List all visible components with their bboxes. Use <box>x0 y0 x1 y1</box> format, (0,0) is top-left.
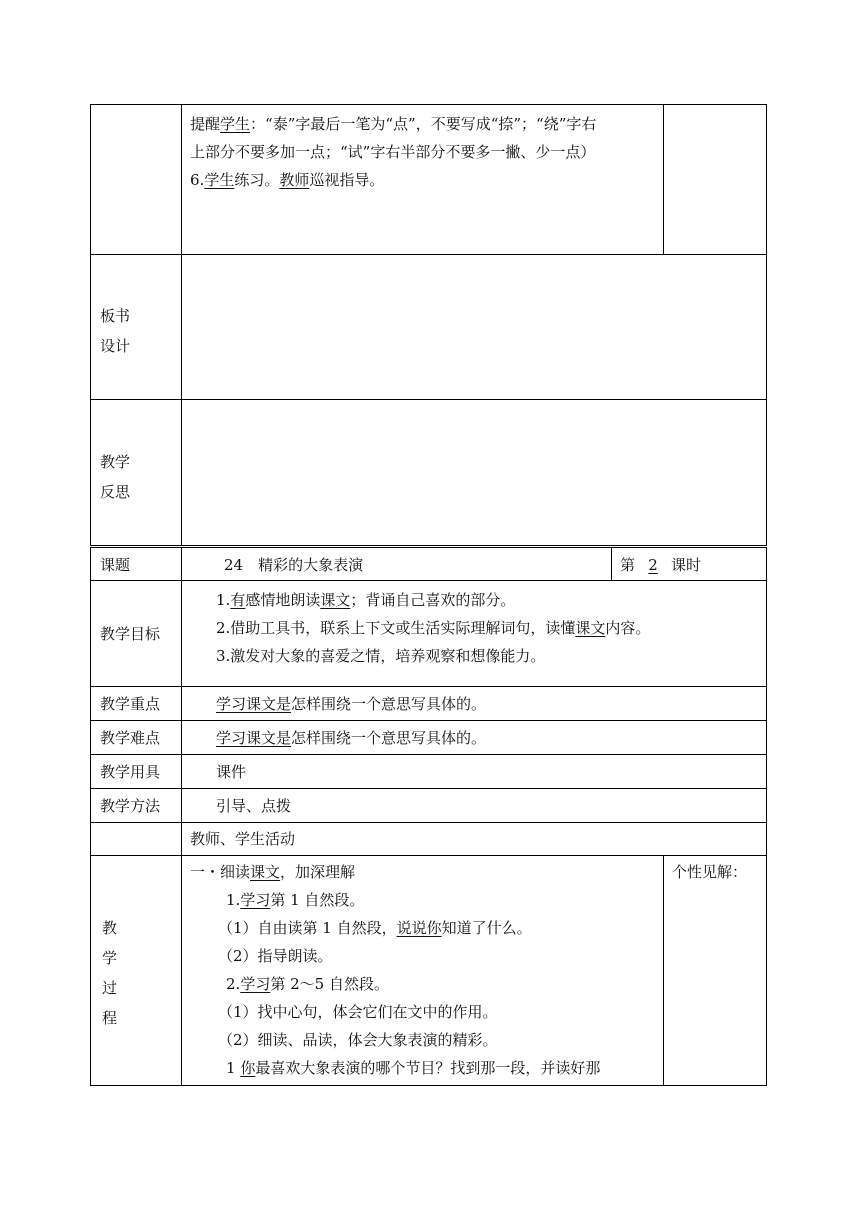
process-label-3: 过 <box>102 979 118 997</box>
tools-text: 课件 <box>216 763 247 781</box>
key-points-text <box>216 694 486 714</box>
continuation-line-2 <box>190 142 595 162</box>
personal-insight-label: 个性见解： <box>672 863 748 881</box>
reflection-label-2: 反思 <box>100 483 131 501</box>
lesson-period <box>620 555 701 575</box>
continuation-line-1 <box>190 114 596 134</box>
text-segment: 怎样围绕一个意思写具体的。 <box>291 729 487 747</box>
period-suffix: 课时 <box>671 556 702 574</box>
text-segment: 2.借助工具书，联系上下文或生活实际理解词句，读懂 <box>216 619 576 637</box>
underlined-segment: 学习 <box>240 975 271 993</box>
text-segment: 3.激发对大象的喜爱之情，培养观察和想像能力。 <box>216 647 546 665</box>
underlined-segment: 学习课文是 <box>216 729 292 747</box>
process-line-8 <box>226 1058 600 1078</box>
board-design-label-2: 设计 <box>100 337 131 355</box>
period-prefix: 第 <box>620 556 636 574</box>
text-segment: 第 2～5 自然段。 <box>270 975 389 993</box>
text-segment: （2）指导朗读。 <box>218 947 333 965</box>
goal-3 <box>216 646 545 666</box>
text-segment: 上部分不要多加一点；“试”字右半部分不要多一撇、少一点） <box>190 143 596 161</box>
process-label-2: 学 <box>102 949 118 967</box>
underlined-segment: 学生 <box>220 115 251 133</box>
reflection-label-1: 教学 <box>100 453 131 471</box>
underlined-segment: 学生 <box>204 171 235 189</box>
underlined-segment: 课文 <box>250 863 281 881</box>
goals-label: 教学目标 <box>100 625 161 643</box>
text-segment: 6. <box>190 171 205 189</box>
process-line-3 <box>218 918 532 938</box>
text-segment: （1）找中心句，体会它们在文中的作用。 <box>218 1003 498 1021</box>
process-line-7 <box>218 1030 498 1050</box>
underlined-segment: 教师 <box>279 171 310 189</box>
process-line-6 <box>218 1002 498 1022</box>
text-segment: （2）细读、品读，体会大象表演的精彩。 <box>218 1031 498 1049</box>
text-segment: 感情地朗读 <box>245 591 321 609</box>
text-segment: ：“泰”字最后一笔为“点”，不要写成“捺”；“绕”字右 <box>250 115 597 133</box>
text-segment: 知道了什么。 <box>441 919 532 937</box>
methods-label: 教学方法 <box>100 797 161 815</box>
activity-header: 教师、学生活动 <box>190 830 296 848</box>
process-label-1: 教 <box>102 919 118 937</box>
board-design-label-1: 板书 <box>100 307 131 325</box>
text-segment: 一・细读 <box>190 863 251 881</box>
text-segment: ，加深理解 <box>280 863 356 881</box>
underlined-segment: 说说你 <box>396 919 442 937</box>
key-points-label: 教学重点 <box>100 695 161 713</box>
text-segment: （1）自由读第 1 自然段， <box>218 919 397 937</box>
tools-label: 教学用具 <box>100 763 161 781</box>
difficulties-text <box>216 728 486 748</box>
continuation-line-3 <box>190 170 384 190</box>
process-label-4: 程 <box>102 1009 118 1027</box>
text-segment: 1 <box>226 1059 241 1077</box>
text-segment: 内容。 <box>605 619 651 637</box>
lesson-title-label: 课题 <box>100 556 131 574</box>
text-segment: 巡视指导。 <box>309 171 385 189</box>
text-segment: 提醒 <box>190 115 221 133</box>
lesson-title-text: 24 精彩的大象表演 <box>224 556 364 574</box>
difficulties-label: 教学难点 <box>100 729 161 747</box>
goal-1 <box>216 590 515 610</box>
process-line-5 <box>226 974 389 994</box>
text-segment: 最喜欢大象表演的哪个节目？找到那一段，并读好那 <box>255 1059 601 1077</box>
text-segment: 1. <box>226 891 241 909</box>
goal-2 <box>216 618 650 638</box>
text-segment: ；背诵自己喜欢的部分。 <box>350 591 516 609</box>
underlined-segment: 你 <box>240 1059 256 1077</box>
process-line-2 <box>226 890 364 910</box>
process-line-4 <box>218 946 333 966</box>
text-segment: 第 1 自然段。 <box>270 891 365 909</box>
underlined-segment: 课文 <box>320 591 351 609</box>
underlined-segment: 学习 <box>240 891 271 909</box>
text-segment: 1. <box>216 591 231 609</box>
period-number: 2 <box>648 556 658 574</box>
methods-text: 引导、点拨 <box>216 797 292 815</box>
underlined-segment: 学习课文是 <box>216 695 292 713</box>
process-line-1 <box>190 862 355 882</box>
text-segment: 怎样围绕一个意思写具体的。 <box>291 695 487 713</box>
text-segment: 练习。 <box>234 171 280 189</box>
underlined-segment: 课文 <box>575 619 606 637</box>
text-segment: 2. <box>226 975 241 993</box>
underlined-segment: 有 <box>230 591 246 609</box>
